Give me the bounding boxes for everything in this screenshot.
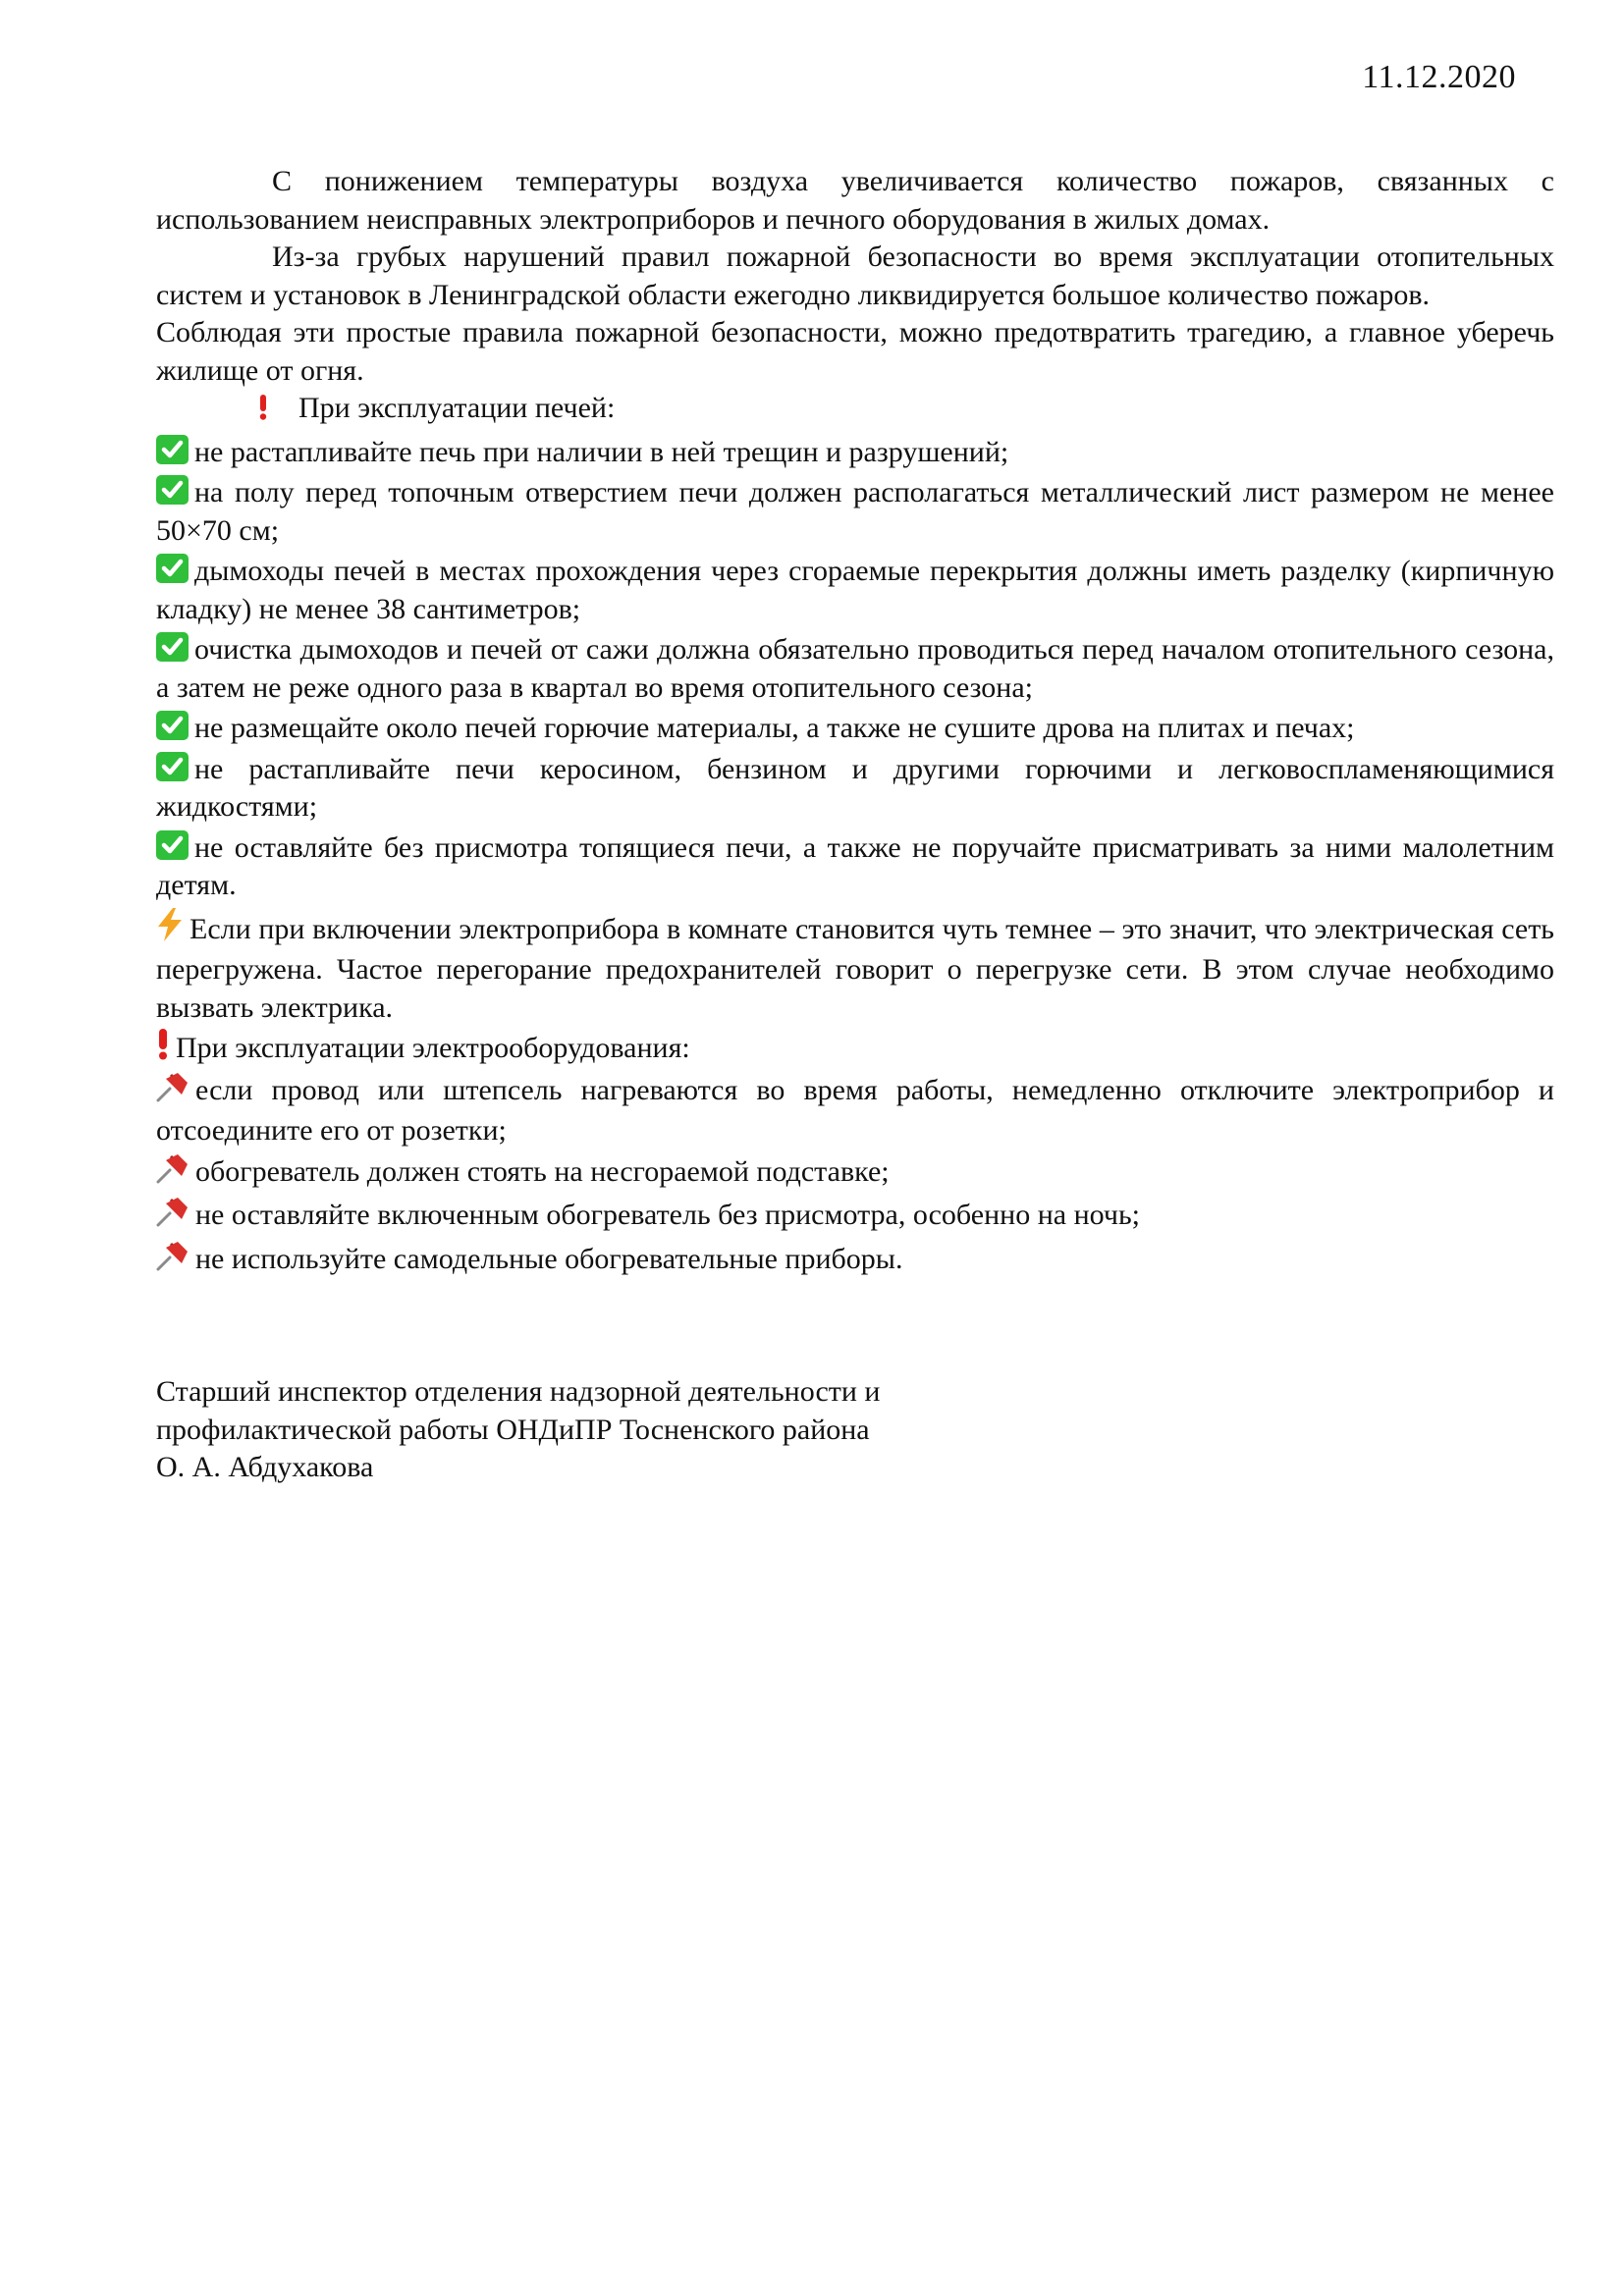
stoves-heading-text: При эксплуатации печей: bbox=[298, 392, 616, 424]
check-mark-icon bbox=[156, 435, 189, 464]
check-mark-icon bbox=[156, 475, 189, 505]
signature-name: О. А. Абдухакова bbox=[156, 1451, 374, 1483]
electric-note-text: Если при включении электроприбора в комнате становится чуть темнее – это значит, что электрическая сеть перегружена. Частое перегорание предохранителей говорит о перегрузке сети. В этом случае необходимо вызвать электрика. bbox=[156, 912, 1554, 1024]
list-item-text: если провод или штепсель нагреваются во время работы, немедленно отключите электроприбор и отсоедините его от розетки; bbox=[156, 1073, 1554, 1147]
intro-paragraph-1: С понижением температуры воздуха увеличивается количество пожаров, связанных с использованием неисправных электроприборов и печного оборудования в жилых домах. bbox=[156, 165, 1554, 236]
list-item-text: не оставляйте без присмотра топящиеся печи, а также не поручайте присматривать за ними малолетним детям. bbox=[156, 830, 1554, 901]
check-mark-icon bbox=[156, 830, 189, 860]
exclamation-icon bbox=[257, 393, 269, 431]
list-item bbox=[156, 1240, 1554, 1282]
date: 11.12.2020 bbox=[1362, 59, 1516, 95]
check-mark-icon bbox=[156, 711, 189, 740]
list-item bbox=[156, 829, 1554, 905]
list-item bbox=[156, 751, 1554, 827]
electric-note bbox=[156, 908, 1554, 1028]
list-item bbox=[156, 1196, 1554, 1238]
list-item-text: очистка дымоходов и печей от сажи должна обязательно проводиться перед началом отопительного сезона, а затем не реже одного раза в квартал во время отопительного сезона; bbox=[156, 633, 1554, 704]
list-item bbox=[156, 553, 1554, 628]
list-item bbox=[156, 710, 1554, 748]
list-item-text: не размещайте около печей горючие материалы, а также не сушите дрова на плитах и печах; bbox=[194, 712, 1355, 744]
intro-paragraph-3: Соблюдая эти простые правила пожарной безопасности, можно предотвратить трагедию, а главное уберечь жилище от огня. bbox=[156, 316, 1554, 387]
list-item bbox=[156, 434, 1554, 472]
list-item bbox=[156, 474, 1554, 550]
pushpin-icon bbox=[156, 1196, 189, 1238]
stoves-heading bbox=[156, 390, 1554, 431]
pushpin-icon bbox=[156, 1071, 189, 1113]
check-mark-icon bbox=[156, 554, 189, 583]
list-item bbox=[156, 1071, 1554, 1150]
list-item bbox=[156, 1152, 1554, 1195]
document-body bbox=[156, 163, 1554, 1487]
exclamation-icon bbox=[156, 1029, 170, 1071]
electric-heading-text: При эксплуатации электрооборудования: bbox=[176, 1032, 690, 1064]
electric-heading bbox=[156, 1029, 1554, 1071]
signature-line-2: профилактической работы ОНДиПР Тосненского района bbox=[156, 1413, 870, 1446]
check-mark-icon bbox=[156, 752, 189, 781]
intro-paragraph-2: Из-за грубых нарушений правил пожарной безопасности во время эксплуатации отопительных систем и установок в Ленинградской области ежегодно ликвидируется большое количество пожаров. bbox=[156, 240, 1554, 311]
check-mark-icon bbox=[156, 632, 189, 662]
list-item-text: не растапливайте печи керосином, бензином и другими горючими и легковоспламеняющимися жидкостями; bbox=[156, 752, 1554, 823]
list-item-text: дымоходы печей в местах прохождения через сгораемые перекрытия должны иметь разделку (кирпичную кладку) не менее 38 сантиметров; bbox=[156, 555, 1554, 625]
list-item-text: на полу перед топочным отверстием печи должен располагаться металлический лист размером не менее 50×70 см; bbox=[156, 476, 1554, 547]
lightning-icon bbox=[156, 908, 184, 952]
list-item-text: обогреватель должен стоять на несгораемой подставке; bbox=[195, 1154, 890, 1188]
list-item-text: не используйте самодельные обогревательные приборы. bbox=[195, 1242, 903, 1275]
pushpin-icon bbox=[156, 1240, 189, 1282]
list-item-text: не растапливайте печь при наличии в ней трещин и разрушений; bbox=[194, 435, 1009, 468]
list-item-text: не оставляйте включенным обогреватель без присмотра, особенно на ночь; bbox=[195, 1199, 1140, 1231]
signature-line-1: Старший инспектор отделения надзорной деятельности и bbox=[156, 1375, 881, 1408]
pushpin-icon bbox=[156, 1152, 189, 1195]
list-item bbox=[156, 631, 1554, 707]
